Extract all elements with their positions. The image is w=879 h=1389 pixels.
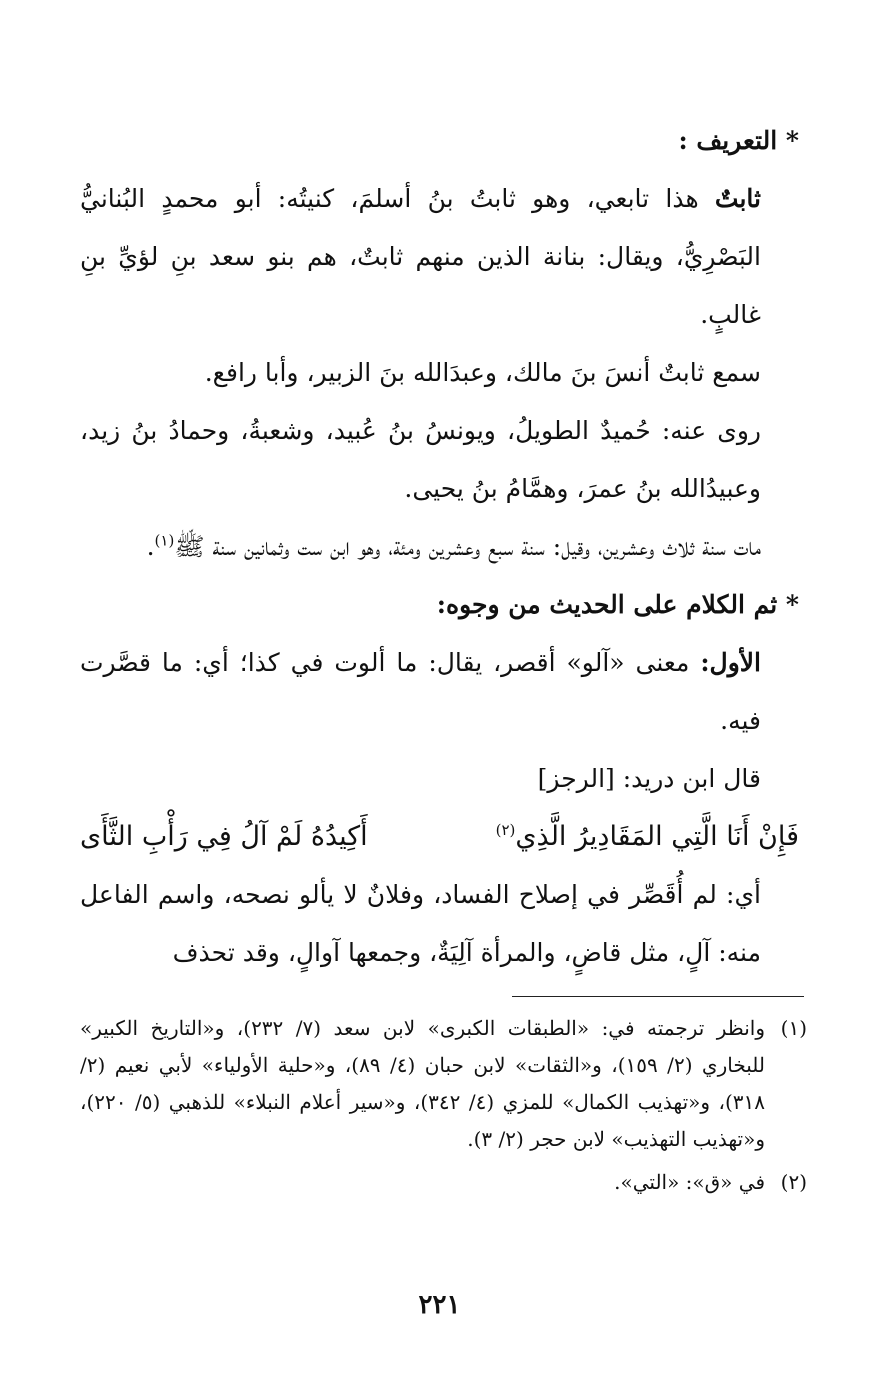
paragraph-death <box>80 518 799 576</box>
first-point-text: معنى «آلو» أقصر، يقال: ما ألوت في كذا؛ أي: ما قصَّرت فيه. <box>80 648 761 735</box>
footnote-ref-1[interactable]: (١) <box>154 531 175 550</box>
footnote-2-text: في «ق»: «التي». <box>614 1170 765 1194</box>
page-number: ٢٢١ <box>418 1290 461 1320</box>
death-text: مات سنة ثلاث وعشرين، وقيل: سنة سبع وعشرين ومئة، وهو ابن ست وثمانين سنة ﷺ <box>174 532 761 561</box>
footnotes-block <box>80 1010 807 1207</box>
heading-discussion: * ثم الكلام على الحديث من وجوه: <box>436 590 799 619</box>
first-point-label: الأول: <box>700 648 761 677</box>
footnote-2-number: (٢) <box>780 1170 807 1194</box>
main-text-block <box>80 112 799 982</box>
poem-verse <box>80 808 799 866</box>
subject-name: ثابتٌ <box>714 184 761 213</box>
footnote-1-number: (١) <box>780 1016 807 1040</box>
footnote-2 <box>80 1164 807 1201</box>
death-text-end: . <box>146 532 155 561</box>
footnote-1 <box>80 1010 807 1158</box>
footnote-ref-2[interactable]: (٢) <box>495 821 516 839</box>
paragraph-biography <box>80 170 799 344</box>
paragraph-students: روى عنه: حُميدٌ الطويلُ، ويونسُ بنُ عُبيد، وشعبةُ، وحمادُ بنُ زيد، وعبيدُالله بنُ عمرَ، وهمَّامُ بنُ يحيى. <box>80 416 761 503</box>
paragraph-ibn-durayd: قال ابن دريد: [الرجز] <box>537 764 761 793</box>
paragraph-first-point <box>80 634 799 750</box>
biography-text: هذا تابعي، وهو ثابتُ بنُ أسلمَ، كنيتُه: أبو محمدٍ البُنانيُّ البَصْرِيُّ، ويقال: بنانة الذين منهم ثابتٌ، هم بنو سعد بنِ لؤيِّ بنِ غالبٍ. <box>80 184 761 329</box>
poem-hemistich-first-text: فَإِنْ أَنَا الَّتِي المَقَادِيرُ الَّذِي <box>515 821 799 852</box>
poem-hemistich-second: أَكِيدُهُ لَمْ آلُ فِي رَأْبِ الثَّأَى <box>80 821 368 852</box>
footnote-1-text: وانظر ترجمته في: «الطبقات الكبرى» لابن سعد (٧/ ٢٣٢)، و«التاريخ الكبير» للبخاري (٢/ ١٥٩)، و«الثقات» لابن حبان (٤/ ٨٩)، و«حلية الأولياء» لأبي نعيم (٢/ ٣١٨)، و«تهذيب الكمال» للمزي (٤/ ٣٤٢)، و«سير أعلام النبلاء» للذهبي (٥/ ٢٢٠)، و«تهذيب التهذيب» لابن حجر (٢/ ٣). <box>80 1016 765 1151</box>
paragraph-teachers: سمع ثابتٌ أنسَ بنَ مالك، وعبدَالله بنَ الزبير، وأبا رافع. <box>204 358 761 387</box>
paragraph-explanation: أي: لم أُقَصِّر في إصلاح الفساد، وفلانٌ لا يألو نصحه، واسم الفاعل منه: آلٍ، مثل قاضٍ، والمرأة آلِيَةٌ، وجمعها آوالٍ، وقد تحذف <box>80 880 761 967</box>
poem-hemistich-first <box>496 808 799 866</box>
heading-definition: * التعريف : <box>678 126 799 155</box>
footnote-separator <box>512 996 804 997</box>
